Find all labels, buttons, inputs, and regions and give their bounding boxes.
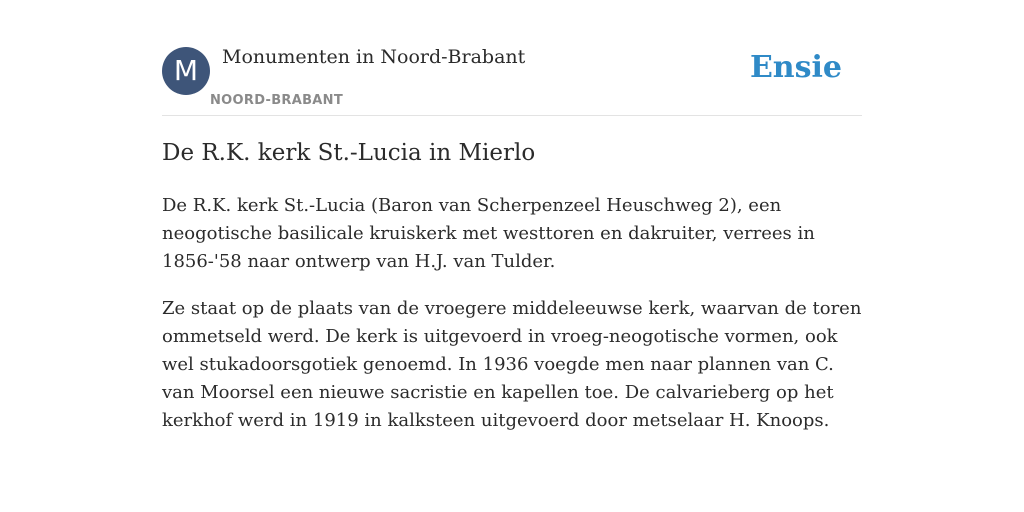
- article-card: [162, 0, 862, 431]
- article-title: De R.K. kerk St.-Lucia in Mierlo: [162, 140, 536, 166]
- source-avatar[interactable]: M: [162, 47, 210, 95]
- source-title-link[interactable]: Monumenten in Noord-Brabant: [222, 46, 526, 68]
- article-paragraph: Ze staat op de plaats van de vroegere middeleeuwse kerk, waarvan de toren ommetseld werd. De kerk is uitgevoerd in vroeg-neogotische vormen, ook wel stukadoorsgotiek genoemd. In 1936 voegde men naar plannen van C. van Moorsel een nieuwe sacristie en kapellen toe. De calvarieberg op het kerkhof werd in 1919 in kalksteen uitgevoerd door metselaar H. Knoops.: [162, 298, 862, 431]
- ensie-logo-link[interactable]: Ensie: [749, 50, 842, 85]
- article-body: [162, 192, 866, 454]
- article-paragraph: De R.K. kerk St.-Lucia (Baron van Scherpenzeel Heuschweg 2), een neogotische basilicale kruiskerk met westtoren en dakruiter, verrees in 1856-'58 naar ontwerp van H.J. van Tulder.: [162, 195, 815, 272]
- source-category-link[interactable]: NOORD-BRABANT: [210, 93, 344, 108]
- article-header: [162, 0, 862, 116]
